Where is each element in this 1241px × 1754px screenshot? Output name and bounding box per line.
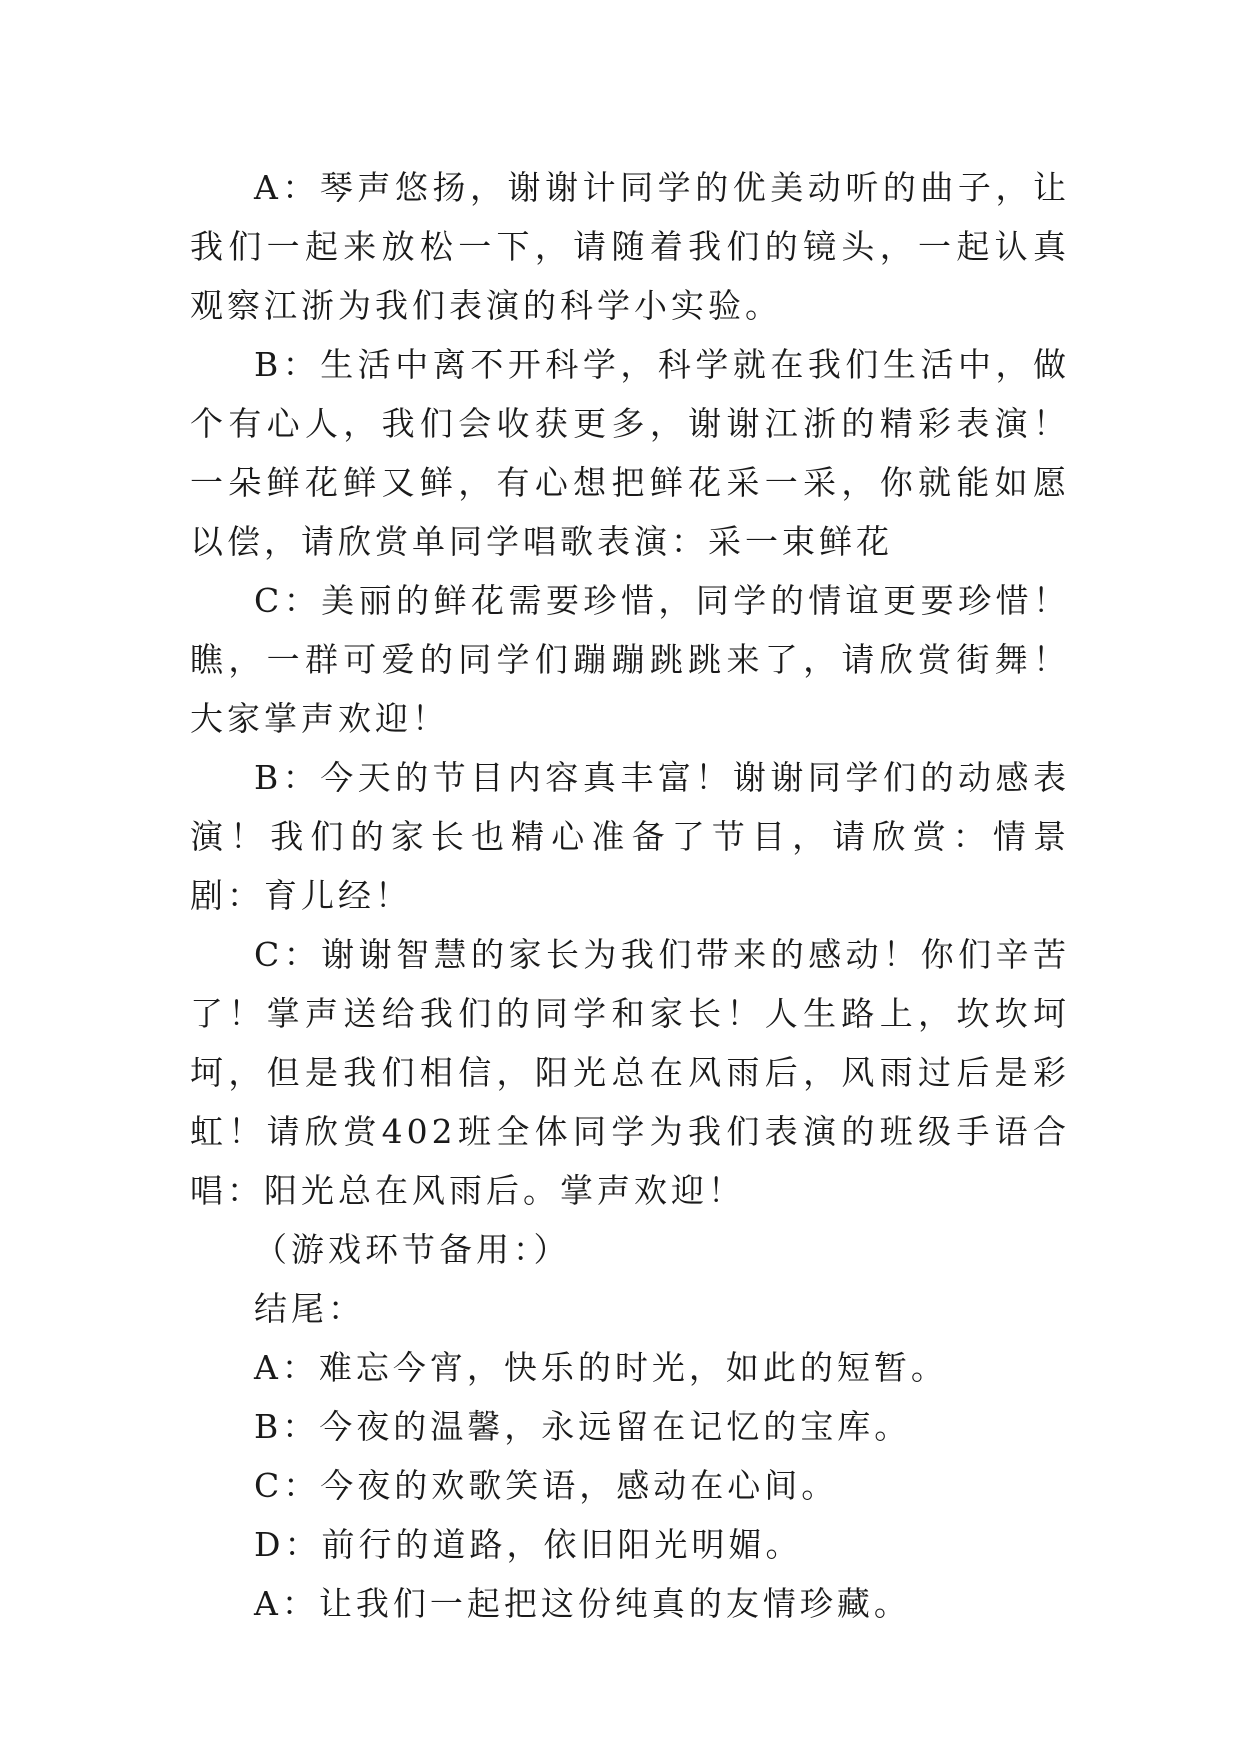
paragraph-b-parents: B：今天的节目内容真丰富！谢谢同学们的动感表演！我们的家长也精心准备了节目，请欣赏：情景剧：育儿经！	[190, 758, 1070, 915]
paragraph-c-chorus: C：谢谢智慧的家长为我们带来的感动！你们辛苦了！掌声送给我们的同学和家长！人生路上，坎坎坷坷，但是我们相信，阳光总在风雨后，风雨过后是彩虹！请欣赏402班全体同学为我们表演的班级手语合唱：阳光总在风雨后。掌声欢迎！	[190, 935, 1070, 1210]
line-ending-b: B：今夜的温馨，永远留在记忆的宝库。	[254, 1407, 912, 1446]
paragraph-b-science: B：生活中离不开科学，科学就在我们生活中，做个有心人，我们会收获更多，谢谢江浙的精彩表演！一朵鲜花鲜又鲜，有心想把鲜花采一采，你就能如愿以偿，请欣赏单同学唱歌表演：采一束鲜花	[190, 345, 1070, 561]
paragraph-a-piano: A：琴声悠扬，谢谢计同学的优美动听的曲子，让我们一起来放松一下，请随着我们的镜头，一起认真观察江浙为我们表演的科学小实验。	[190, 168, 1070, 325]
line-ending-heading: 结尾：	[254, 1289, 365, 1328]
line-ending-a2: A：让我们一起把这份纯真的友情珍藏。	[254, 1584, 911, 1623]
line-ending-a1: A：难忘今宵，快乐的时光，如此的短暂。	[254, 1348, 948, 1387]
document-body	[190, 158, 1070, 1633]
line-game-backup: （游戏环节备用：）	[254, 1230, 571, 1269]
paragraph-c-dance: C：美丽的鲜花需要珍惜，同学的情谊更要珍惜！瞧，一群可爱的同学们蹦蹦跳跳来了，请欣赏街舞！大家掌声欢迎！	[190, 581, 1070, 738]
line-ending-c: C：今夜的欢歌笑语，感动在心间。	[254, 1466, 839, 1505]
line-ending-d: D：前行的道路，依旧阳光明媚。	[254, 1525, 803, 1564]
